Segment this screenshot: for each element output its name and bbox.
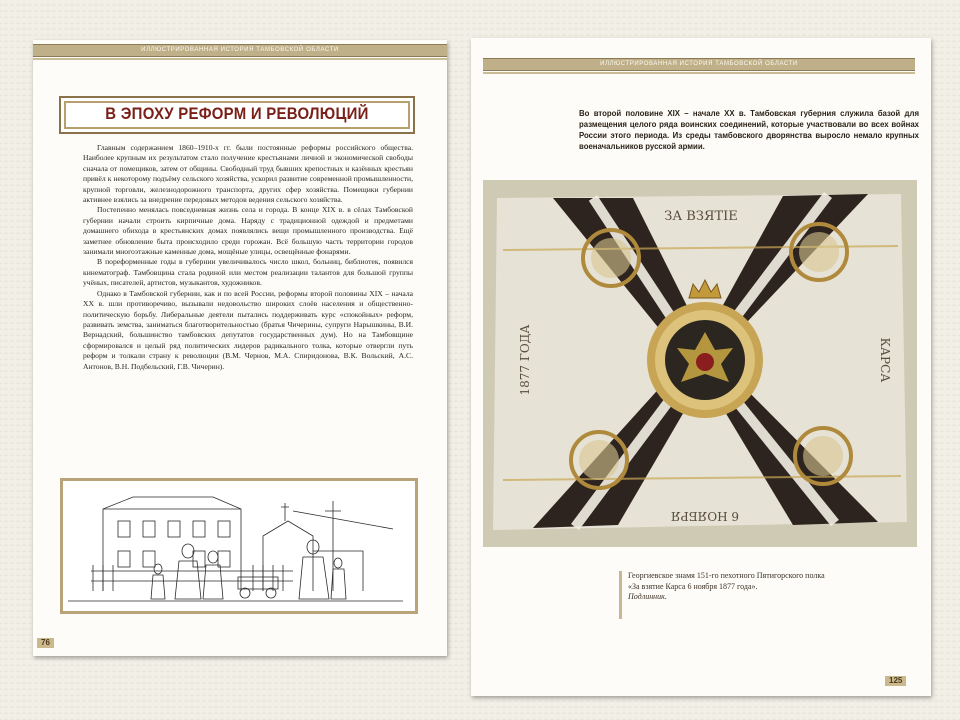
street-scene-drawing <box>63 481 409 605</box>
banner-caption <box>628 571 828 603</box>
left-page-number: 76 <box>37 638 54 648</box>
left-running-head: ИЛЛЮСТРИРОВАННАЯ ИСТОРИЯ ТАМБОВСКОЙ ОБЛАСТИ <box>33 44 447 57</box>
caption-line: Георгиевское знамя 151-го пехотного Пятигорского полка <box>628 571 825 580</box>
caption-accent-bar <box>619 571 622 619</box>
right-running-head: ИЛЛЮСТРИРОВАННАЯ ИСТОРИЯ ТАМБОВСКОЙ ОБЛАСТИ <box>483 58 915 71</box>
banner-text-top: ЗА ВЗЯТІЕ <box>664 209 738 224</box>
paragraph: Постепенно менялась повседневная жизнь села и города. В конце XIX в. в сёлах Тамбовской губернии начали строить кирпичные дома. Наряду с традиционной одеждой и предметами домашнего обихода в крестьянских домах появлялись вещи промышленного производства. Ещё заметнее обновление быта происходило среди горожан. Всё большую часть территории городов занимали многоэтажные каменные дома, мощёные улицы, освещённые фонарями. <box>83 205 413 257</box>
paragraph: Однако в Тамбовской губернии, как и по всей России, реформы второй половины XIX – начала XX в. шли противоречиво, вызывали недовольство широких слоёв населения и общественно-политическую борьбу. Либеральные деятели пытались поддерживать курс «спокойных» реформ, развивать земства, заниматься благотворительностью (братья Чичерины, супруги Нарышкины, В.И. Вернадский, большинство тамбовских депутатов государственных дум). Но на Тамбовщине сформировался и целый ряд политических лидеров радикального толка, которые отвергли путь реформ и толкали страну к революции (В.М. Чернов, М.А. Спиридонова, В.К. Вольский, А.С. Антонов, В.Н. Подбельский, Г.В. Чичерин). <box>83 288 413 371</box>
caption-line: «За взятие Карса 6 ноября 1877 года». <box>628 581 758 591</box>
left-body-text <box>83 143 413 372</box>
st-george-banner-image <box>483 180 917 547</box>
banner-photo <box>483 180 917 547</box>
banner-text-left: 1877 ГОДА <box>518 324 532 396</box>
paragraph: В пореформенные годы в губернии увеличивалось число школ, больниц, библиотек, появился кинематограф. Тамбовщина стала родиной или местом реализации талантов для большой группы учёных, писателей, артистов, музыкантов, художников. <box>83 257 413 288</box>
right-page <box>471 38 931 696</box>
caption-original-note: Подлинник. <box>628 592 667 601</box>
left-page <box>33 40 447 656</box>
right-page-number: 125 <box>885 676 906 686</box>
paragraph: Главным содержанием 1860–1910-х гг. были постоянные реформы российского общества. Наиболее крупным их результатом стало получение крестьянами личной и экономической свободы сначала от помещиков, затем от общины. Свободный труд бывших крепостных и казённых крестьян привёл к некоторому подъёму сельского хозяйства, ускорил развитие современной промышленности, крупной торговли, железнодорожного транспорта, других сфер хозяйства. Помещики губернии активнее взялись за внедрение передовых методов ведения сельского хозяйства. <box>83 143 413 205</box>
banner-text-right: КАРСА <box>878 337 892 383</box>
chapter-title: В ЭПОХУ РЕФОРМ И РЕВОЛЮЦИЙ <box>105 104 369 123</box>
chapter-title-box <box>59 96 415 134</box>
banner-text-bottom: 6 НОЯБРЯ <box>670 509 740 523</box>
street-scene-illustration <box>60 478 418 614</box>
intro-paragraph: Во второй половине XIX – начале XX в. Тамбовская губерния служила базой для размещения целого ряда воинских соединений, которые участвовали во всех войнах России этого периода. Из среды тамбовского дворянства выросло немало крупных военачальников русской армии. <box>579 109 919 151</box>
